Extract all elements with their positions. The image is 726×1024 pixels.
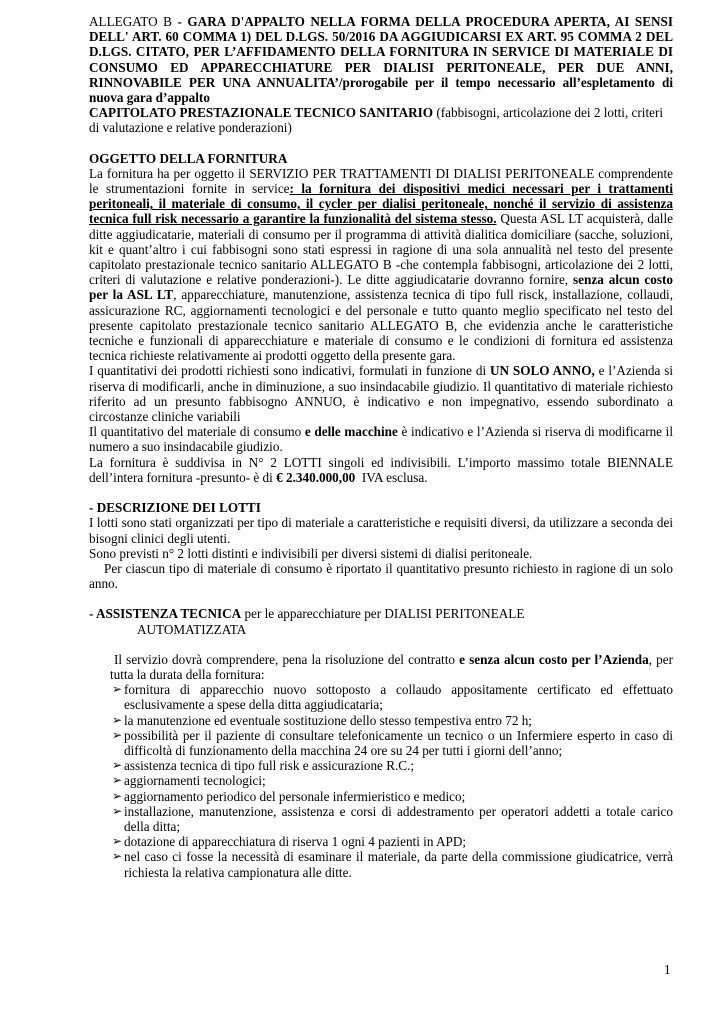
arrow-bullet-icon: ➢ [112, 788, 123, 803]
assistenza-heading: - ASSISTENZA TECNICA per le apparecchiature per DIALISI PERITONEALE [89, 606, 525, 622]
oggetto-heading: OGGETTO DELLA FORNITURA [89, 150, 288, 166]
list-item: ➢ nel caso ci fosse la necessità di esaminare il materiale, da parte della commissione giudicatrice, verrà richiesta la relativa campionatura alle ditte. [112, 849, 673, 880]
list-item: ➢ installazione, manutenzione, assistenza e corsi di addestramento per operatori addetti a totale carico della ditta; [112, 803, 673, 834]
assistenza-section [89, 652, 673, 682]
capitolato-title: CAPITOLATO PRESTAZIONALE TECNICO SANITARIO [89, 105, 434, 121]
capitolato-line [89, 105, 673, 135]
assistenza-heading-line2: AUTOMATIZZATA [137, 621, 247, 637]
arrow-bullet-icon: ➢ [112, 758, 123, 773]
oggetto-underlined-text: : la fornitura dei dispositivi medici necessari per i trattamenti peritoneali, il materiale di consumo, il cycler per dialisi peritoneale, nonché il servizio di assistenza tecnica full risk necessario a garantire la funzionalità del sistema stesso. [89, 181, 673, 227]
allegato-label: ALLEGATO B [89, 14, 172, 29]
list-item: ➢ la manutenzione ed eventuale sostituzione dello stesso tempestiva entro 72 h; [112, 712, 532, 728]
gara-title: - GARA D'APPALTO NELLA FORMA DELLA PROCEDURA APERTA, AI SENSI DELL' ART. 60 COMMA 1) DEL D.LGS. 50/2016 DA AGGIUDICARSI EX ART. 95 COMMA 2 DEL D.LGS. CITATO, PER L’AFFIDAMENTO DELLA FORNITURA IN SERVICE DI MATERIALE DI CONSUMO ED APPARECCHIATURE PER DIALISI PERITONEALE, PER DUE ANNI, RINNOVABILE PER UNA ANNUALITA’/prorogabile per il tempo necessario all’espletamento di nuova gara d’appalto [89, 14, 673, 106]
oggetto-paragraph-3: Il quantitativo del materiale di consumo e delle macchine è indicativo e l’Azienda si riserva di modificarne il numero a suo insindacabile giudizio. [89, 424, 673, 455]
arrow-bullet-icon: ➢ [112, 803, 123, 818]
lotti-heading: - DESCRIZIONE DEI LOTTI [89, 500, 261, 516]
senza-costo-text: senza alcun costo per la ASL LT [89, 272, 673, 303]
oggetto-paragraph-4: La fornitura è suddivisa in N° 2 LOTTI singoli ed indivisibili. L’importo massimo totale BIENNALE dell’intera fornitura -presunto- è di € 2.340.000,00 IVA esclusa. [89, 454, 673, 485]
list-item: ➢ aggiornamento periodico del personale infermieristico e medico; [112, 788, 466, 804]
lotti-paragraph-1: I lotti sono stati organizzati per tipo di materiale a caratteristiche e requisiti diversi, da utilizzare a seconda dei bisogni clinici degli utenti. [89, 515, 673, 546]
lotti-paragraph-3: Per ciascun tipo di materiale di consumo è riportato il quantitativo presunto richiesto in ragione di un solo anno. [89, 560, 673, 592]
assistenza-intro: Il servizio dovrà comprendere, pena la risoluzione del contratto e senza alcun costo per l’Azienda, per tutta la durata della fornitura: [110, 651, 673, 682]
list-item: ➢ possibilità per il paziente di consultare telefonicamente un tecnico o un Infermiere esperto in caso di difficoltà di funzionamento della macchina 24 ore su 24 per tutti i giorni dell’anno; [112, 727, 673, 758]
arrow-bullet-icon: ➢ [112, 727, 123, 742]
list-item: ➢ fornitura di apparecchio nuovo sottoposto a collaudo appositamente certificato ed effettuato esclusivamente a spese della ditta aggiudicataria; [112, 682, 673, 713]
oggetto-paragraph-2: I quantitativi dei prodotti richiesti sono indicativi, formulati in funzione di UN SOLO ANNO, e l’Azienda si riserva di modificarli, anche in diminuzione, a suo insindacabile giudizio. Il quantitativo di materiale richiesto riferito ad un presunto fabbisogno ANNUO, è indicativo e non impegnativo, essendo subordinato a circostanze cliniche variabili [89, 363, 674, 425]
importo-value: € 2.340.000,00 [276, 469, 356, 485]
list-item: ➢ dotazione di apparecchiatura di riserva 1 ogni 4 pazienti in APD; [112, 834, 467, 850]
arrow-bullet-icon: ➢ [112, 773, 123, 788]
page-number: 1 [664, 962, 671, 977]
arrow-bullet-icon: ➢ [112, 849, 123, 864]
capitolato-subtitle: (fabbisogni, articolazione dei 2 lotti, criteri di valutazione e relative ponderazioni) [89, 105, 664, 136]
list-item: ➢ aggiornamenti tecnologici; [112, 773, 266, 789]
document-page [89, 14, 673, 880]
lotti-paragraph-2: Sono previsti n° 2 lotti distinti e indivisibili per diversi sistemi di dialisi peritoneale. [89, 545, 533, 561]
list-item: ➢ assistenza tecnica di tipo full risk e assicurazione R.C.; [112, 758, 415, 774]
arrow-bullet-icon: ➢ [112, 834, 123, 849]
arrow-bullet-icon: ➢ [112, 682, 123, 697]
document-header [89, 14, 673, 105]
arrow-bullet-icon: ➢ [112, 712, 123, 727]
oggetto-paragraph-1: La fornitura ha per oggetto il SERVIZIO PER TRATTAMENTI DI DIALISI PERITONEALE comprendente le strumentazioni fornite in service: la fornitura dei dispositivi medici necessari per i trattamenti peritoneali, il materiale di consumo, il cycler per dialisi peritoneale, nonché il servizio di assistenza tecnica full risk necessario a garantire la funzionalità del sistema stesso. Questa ASL LT acquisterà, dalle ditte aggiudicatarie, materiali di consumo per il programma di attività dialitica domiciliare (sacche, soluzioni, kit e quant’altro i cui fabbisogni sono stati espressi in ragione di una sola annualità nel testo del presente capitolato prestazionale tecnico sanitario ALLEGATO B -che contempla fabbisogni, articolazione dei 2 lotti, criteri di valutazione e relative ponderazioni-). Le ditte aggiudicatarie dovranno fornire, senza alcun costo per la ASL LT, apparecchiature, manutenzione, assistenza tecnica di tipo full risck, installazione, collaudi, assicurazione RC, aggiornamenti tecnologici e del personale e tutto quanto meglio specificato nel testo del presente capitolato prestazionale tecnico sanitario ALLEGATO B, che evidenzia anche le caratteristiche tecniche e funzionali di apparecchiature e materiale di consumo e le condizioni di fornitura ed assistenza tecnica richieste relativamente ai prodotti oggetto della presente gara. [89, 165, 673, 364]
assistenza-list [89, 682, 673, 880]
